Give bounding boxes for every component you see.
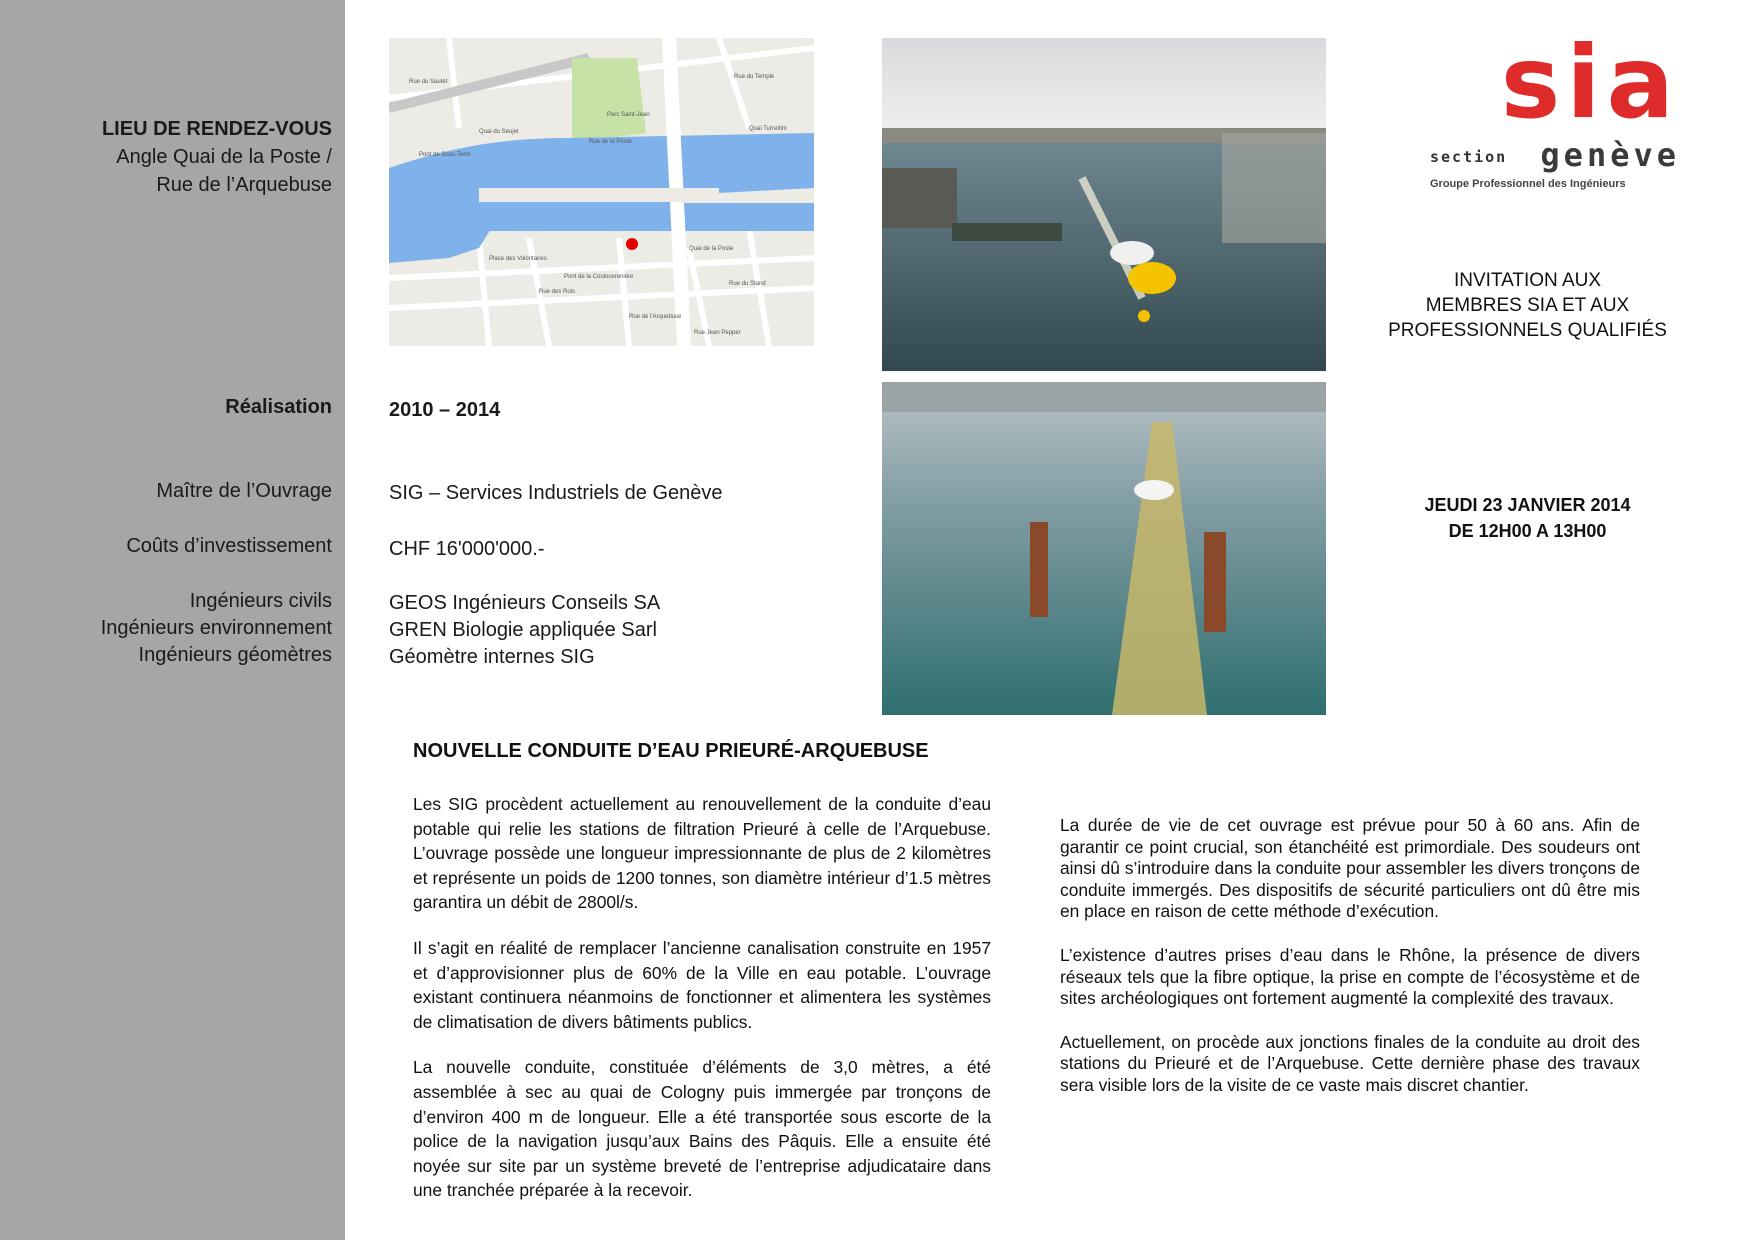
svg-text:Pont de la Coulouvrenière: Pont de la Coulouvrenière (564, 274, 634, 280)
article-paragraph: Actuellement, on procède aux jonctions finales de la conduite au droit des stations du Prieuré et de l’Arquebuse. Cette dernière phase des travaux sera visible lors de la visite de ce vaste mais discret chantier. (1060, 1031, 1640, 1095)
svg-text:Place des Volontaires: Place des Volontaires (489, 256, 547, 262)
article-column-left (413, 792, 991, 1224)
rendezvous-title: LIEU DE RENDEZ-VOUS (101, 118, 332, 140)
map-label: Parc Saint-Jean (607, 112, 650, 118)
ingenieurs-environnement-label: Ingénieurs environnement (100, 617, 332, 639)
invitation-line1: INVITATION AUX (1453, 270, 1602, 291)
article-column-right (1060, 815, 1640, 1119)
svg-text:Rue de la Poste: Rue de la Poste (589, 139, 632, 145)
realisation-label: Réalisation (225, 396, 332, 418)
rendezvous-address-line2: Rue de l’Arquebuse (156, 174, 332, 196)
maitre-ouvrage-value: SIG – Services Industriels de Genève (389, 482, 723, 504)
svg-text:Quai du Seujet: Quai du Seujet (479, 129, 519, 135)
logo-geneve-text: genève (1540, 136, 1680, 174)
event-time: DE 12H00 A 13H00 (1448, 521, 1607, 541)
logo-sia-text: sia (1500, 24, 1680, 141)
ingenieurs-civils-label: Ingénieurs civils (189, 590, 332, 612)
invitation-block (1370, 268, 1685, 343)
svg-text:Rue du Temple: Rue du Temple (734, 74, 775, 80)
article-paragraph: La durée de vie de cet ouvrage est prévue pour 50 à 60 ans. Afin de garantir ce point crucial, son étanchéité est primordiale. Des soudeurs ont ainsi dû s’introduire dans la conduite pour assembler les divers tronçons de conduite immergés. Des dispositifs de sécurité particuliers ont dû être mis en place en raison de cette méthode d’exécution. (1060, 815, 1641, 922)
invitation-line2: MEMBRES SIA ET AUX (1425, 295, 1630, 316)
sia-logo (1420, 24, 1680, 198)
svg-text:Rue Jean Pepper: Rue Jean Pepper (694, 330, 741, 336)
maitre-ouvrage-label: Maître de l’Ouvrage (156, 480, 332, 502)
logo-groupe-text: Groupe Professionnel des Ingénieurs (1430, 178, 1626, 190)
article-title: NOUVELLE CONDUITE D’EAU PRIEURÉ-ARQUEBUSE (413, 740, 929, 762)
ingenieurs-geometres-label: Ingénieurs géomètres (138, 644, 332, 666)
invitation-line3: PROFESSIONNELS QUALIFIÉS (1388, 320, 1667, 341)
svg-text:Quai de la Poste: Quai de la Poste (689, 246, 734, 252)
ingenieurs-geometres-value: Géomètre internes SIG (389, 646, 595, 668)
couts-value: CHF 16'000'000.- (389, 538, 545, 560)
svg-text:Rue du Sautet: Rue du Sautet (409, 79, 448, 85)
logo-section-text: section (1430, 148, 1508, 166)
location-pin-icon (626, 238, 638, 250)
svg-text:Rue du Stand: Rue du Stand (729, 281, 766, 287)
svg-text:Rue des Rois: Rue des Rois (539, 289, 576, 295)
article-paragraph: Il s’agit en réalité de remplacer l’ancienne canalisation construite en 1957 et d’approvisionner plus de 60% de la Ville en eau potable. L’ouvrage existant continuera néanmoins de fonctionner et alimentera les systèmes de climatisation de divers bâtiments publics. (413, 937, 991, 1032)
location-map (389, 38, 814, 346)
svg-text:Quai Turrettini: Quai Turrettini (749, 126, 787, 132)
svg-text:Pont de Sous-Terre: Pont de Sous-Terre (419, 152, 471, 158)
article-paragraph: L’existence d’autres prises d’eau dans le Rhône, la présence de divers réseaux tels que la fibre optique, la prise en compte de l’écosystème et de sites archéologiques ont fortement augmenté la complexité des travaux. (1060, 944, 1640, 1009)
article-paragraph: Les SIG procèdent actuellement au renouvellement de la conduite d’eau potable qui relie les stations de filtration Prieuré à celle de l’Arquebuse. L’ouvrage possède une longueur impressionnante de plus de 2 kilomètres et représente un poids de 1200 tonnes, son diamètre intérieur d’1.5 mètres garantira un débit de 2800l/s. (413, 794, 991, 913)
couts-label: Coûts d’investissement (126, 535, 332, 557)
photo-pipe-trench (882, 382, 1326, 715)
realisation-value: 2010 – 2014 (389, 399, 501, 421)
rendezvous-address-line1: Angle Quai de la Poste / (116, 146, 332, 168)
photo-harbour (882, 38, 1326, 371)
svg-text:Rue de l'Arquebuse: Rue de l'Arquebuse (629, 314, 682, 320)
event-datetime (1370, 492, 1685, 544)
event-date: JEUDI 23 JANVIER 2014 (1424, 495, 1631, 515)
article-paragraph: La nouvelle conduite, constituée d’éléments de 3,0 mètres, a été assemblée à sec au quai de Cologny puis immergée par tronçons de d’environ 400 m de longueur. Elle a été transportée sous escorte de la police de la navigation jusqu’aux Bains des Pâquis. Elle a ensuite été noyée sur site par un système breveté de l’entreprise adjudicataire dans une tranchée préparée à la recevoir. (413, 1057, 991, 1201)
ingenieurs-environnement-value: GREN Biologie appliquée Sarl (389, 619, 657, 641)
park-shape (572, 58, 646, 143)
ingenieurs-civils-value: GEOS Ingénieurs Conseils SA (389, 592, 661, 614)
